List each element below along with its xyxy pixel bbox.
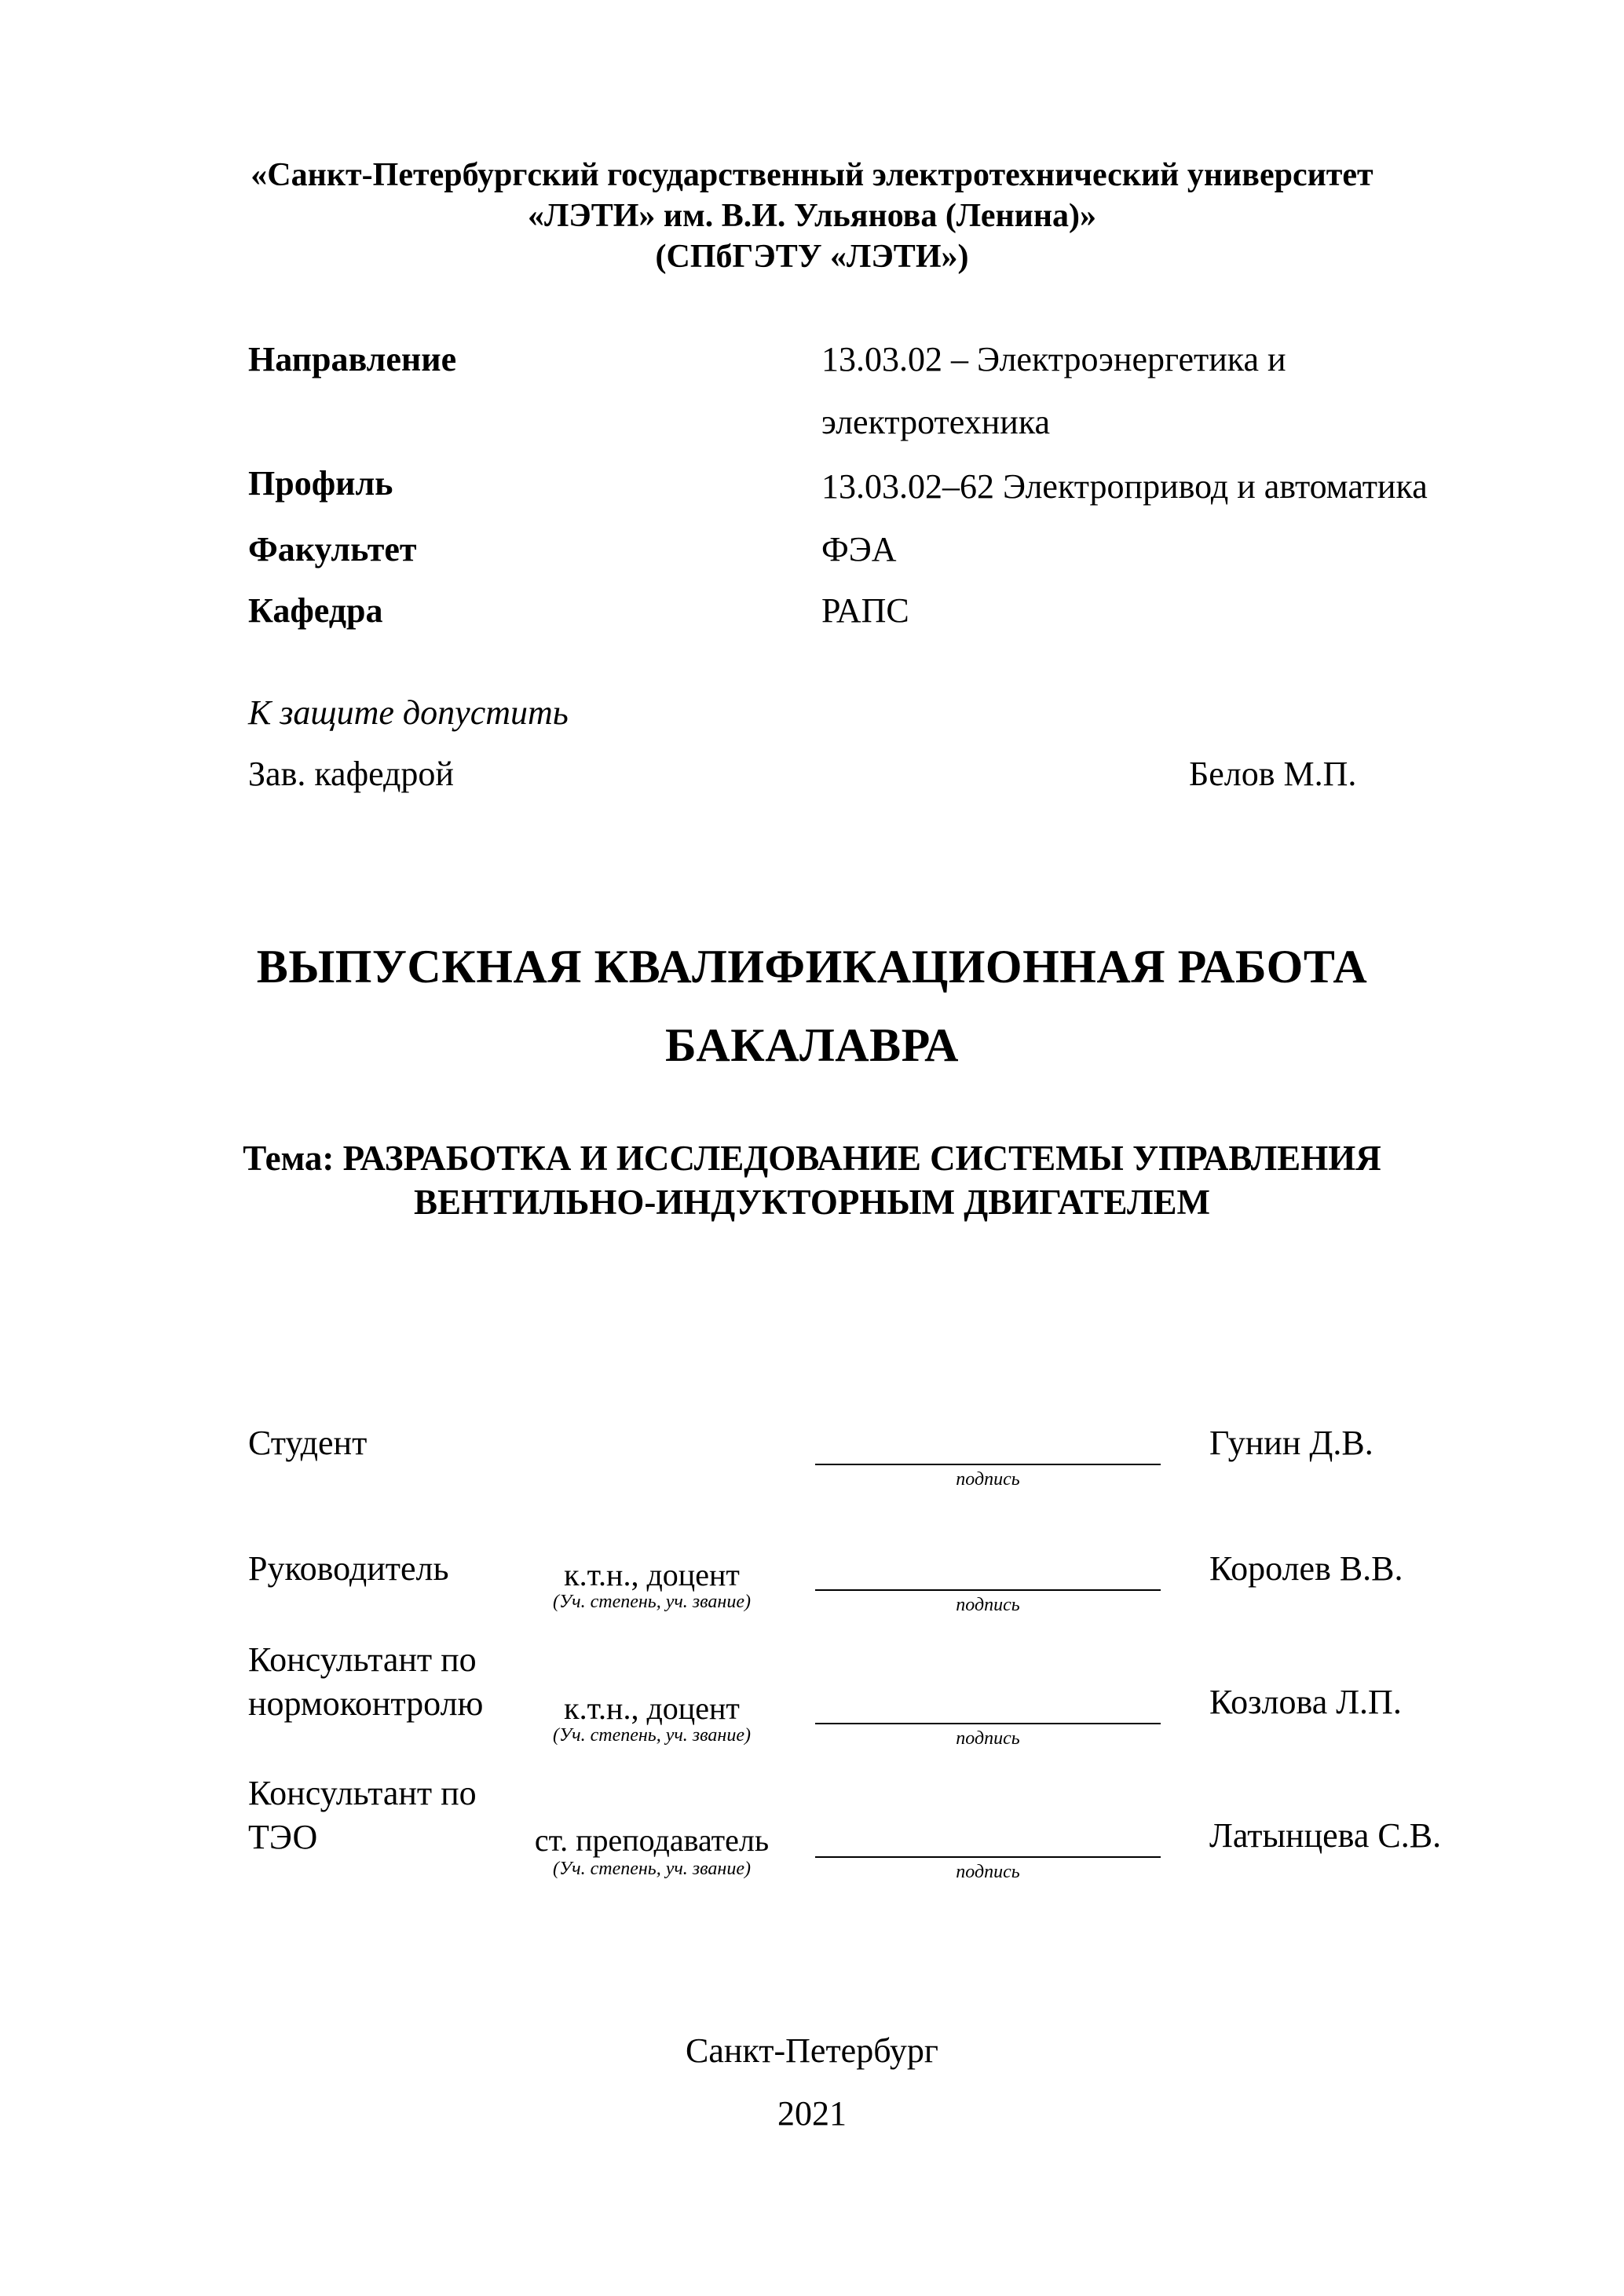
direction-value-line-2: электротехника [821, 403, 1051, 441]
head-of-department-name: Белов М.П. [1189, 755, 1357, 793]
normcontrol-rank-caption: (Уч. степень, уч. звание) [553, 1725, 751, 1746]
teo-signature-caption: подпись [956, 1862, 1020, 1882]
normcontrol-role-line-1: Консультант по [248, 1640, 477, 1679]
teo-signature-line [815, 1856, 1161, 1858]
year: 2021 [777, 2094, 847, 2133]
direction-value-line-1: 13.03.02 – Электроэнергетика и [821, 340, 1286, 378]
teo-name: Латынцева С.В. [1209, 1816, 1442, 1855]
student-signature-line [815, 1464, 1161, 1465]
work-title-line-2: БАКАЛАВРА [665, 1019, 959, 1071]
faculty-value: ФЭА [821, 530, 897, 569]
department-value: РАПС [821, 591, 909, 630]
university-abbreviation: (СПбГЭТУ «ЛЭТИ») [655, 239, 969, 275]
student-signature-caption: подпись [956, 1469, 1020, 1490]
department-label: Кафедра [248, 591, 383, 630]
student-name: Гунин Д.В. [1209, 1424, 1373, 1462]
teo-role-line-2: ТЭО [248, 1818, 318, 1856]
teo-rank: ст. преподаватель [534, 1823, 770, 1858]
normcontrol-name: Козлова Л.П. [1209, 1683, 1402, 1721]
university-name-line-2: «ЛЭТИ» им. В.И. Ульянова (Ленина)» [527, 198, 1097, 234]
supervisor-rank-caption: (Уч. степень, уч. звание) [553, 1592, 751, 1612]
normcontrol-rank: к.т.н., доцент [564, 1691, 740, 1726]
faculty-label: Факультет [248, 530, 417, 569]
topic-line-2: ВЕНТИЛЬНО-ИНДУКТОРНЫМ ДВИГАТЕЛЕМ [413, 1183, 1211, 1222]
head-of-department-label: Зав. кафедрой [248, 755, 454, 793]
normcontrol-role-line-2: нормоконтролю [248, 1684, 484, 1723]
supervisor-rank: к.т.н., доцент [564, 1557, 740, 1592]
supervisor-signature-caption: подпись [956, 1595, 1020, 1615]
work-title-line-1: ВЫПУСКНАЯ КВАЛИФИКАЦИОННАЯ РАБОТА [256, 941, 1368, 993]
supervisor-name: Королев В.В. [1209, 1549, 1403, 1588]
university-name-line-1: «Санкт-Петербургский государственный электротехнический университет [251, 157, 1373, 193]
direction-label: Направление [248, 340, 457, 378]
teo-role-line-1: Консультант по [248, 1774, 477, 1812]
topic-line-1: Тема: РАЗРАБОТКА И ИССЛЕДОВАНИЕ СИСТЕМЫ УПРАВЛЕНИЯ [243, 1139, 1381, 1178]
student-role: Студент [248, 1424, 368, 1462]
supervisor-signature-line [815, 1589, 1161, 1591]
normcontrol-signature-line [815, 1723, 1161, 1724]
normcontrol-signature-caption: подпись [956, 1728, 1020, 1749]
admit-to-defense: К защите допустить [248, 693, 569, 732]
supervisor-role: Руководитель [248, 1549, 449, 1588]
city: Санкт-Петербург [686, 2031, 938, 2070]
teo-rank-caption: (Уч. степень, уч. звание) [553, 1859, 751, 1879]
profile-label: Профиль [248, 464, 393, 503]
profile-value: 13.03.02–62 Электропривод и автоматика [821, 467, 1428, 506]
